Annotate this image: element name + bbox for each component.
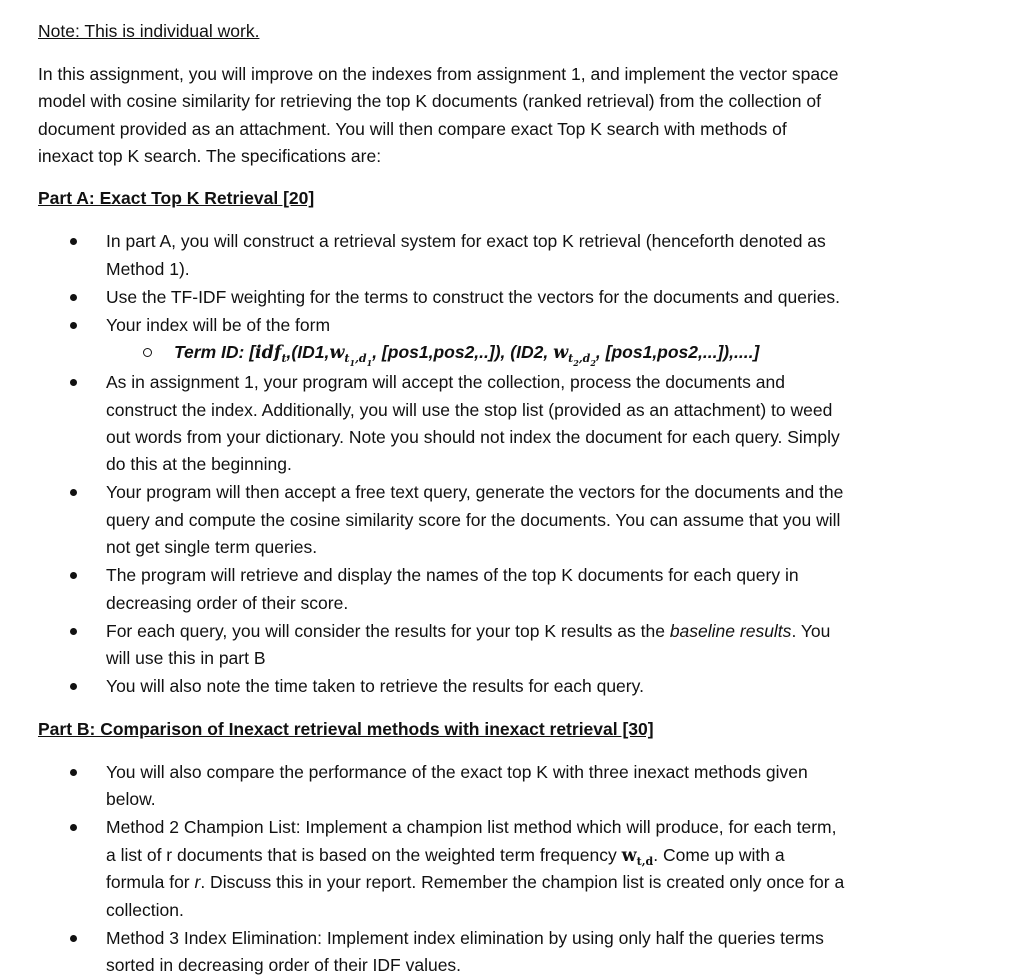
part-b-bullet-2-cont: formula for r. Discuss this in your report. Remember the champion list is created only once for a	[106, 872, 845, 892]
intro-line: inexact top K search. The specifications are:	[38, 146, 382, 166]
part-a-heading: Part A: Exact Top K Retrieval [20]	[38, 188, 315, 208]
intro-line: In this assignment, you will improve on the indexes from assignment 1, and implement the vector space	[38, 64, 839, 84]
circle-bullet-icon	[143, 348, 152, 357]
part-a-bullet-1-cont: Method 1).	[106, 259, 190, 279]
part-a-bullet-8: You will also note the time taken to retrieve the results for each query.	[106, 676, 644, 696]
bullet-icon	[70, 628, 77, 635]
intro-line: model with cosine similarity for retrieving the top K documents (ranked retrieval) from the collection of	[38, 91, 821, 111]
part-b-bullet-1: You will also compare the performance of the exact top K with three inexact methods given	[106, 762, 808, 782]
part-a-bullet-4: As in assignment 1, your program will accept the collection, process the documents and	[106, 372, 785, 392]
bullet-icon	[70, 935, 77, 942]
part-a-bullet-3: Your index will be of the form	[106, 315, 331, 335]
part-b-heading: Part B: Comparison of Inexact retrieval methods with inexact retrieval [30]	[38, 719, 654, 739]
index-formula: Term ID: [$idf_t,(ID1,w_{t_1,d_1}$, [pos1,pos2,..]), (ID2, $w_{t_2,d_2}$, [pos1,pos2,...]),....]	[174, 342, 760, 368]
part-b-bullet-1-cont: below.	[106, 789, 156, 809]
bullet-icon	[70, 322, 77, 329]
bullet-icon	[70, 769, 77, 776]
part-a-bullet-1: In part A, you will construct a retrieval system for exact top K retrieval (henceforth denoted as	[106, 231, 826, 251]
part-a-bullet-5-cont: query and compute the cosine similarity score for the documents. You can assume that you will	[106, 510, 841, 530]
part-b-bullet-2: Method 2 Champion List: Implement a champion list method which will produce, for each term,	[106, 817, 837, 837]
part-a-bullet-6-cont: decreasing order of their score.	[106, 593, 349, 613]
part-b-bullet-3-cont: sorted in decreasing order of their IDF values.	[106, 955, 462, 975]
part-a-bullet-4-cont: construct the index. Additionally, you will use the stop list (provided as an attachment) to weed	[106, 400, 833, 420]
part-a-bullet-7-cont: will use this in part B	[106, 648, 266, 668]
bullet-icon	[70, 824, 77, 831]
bullet-icon	[70, 683, 77, 690]
part-a-bullet-4-cont: out words from your dictionary. Note you should not index the document for each query. Simply	[106, 427, 840, 447]
note-line: Note: This is individual work.	[38, 21, 260, 41]
part-a-bullet-5: Your program will then accept a free text query, generate the vectors for the documents and the	[106, 482, 844, 502]
bullet-icon	[70, 379, 77, 386]
part-a-bullet-2: Use the TF-IDF weighting for the terms to construct the vectors for the documents and queries.	[106, 287, 841, 307]
part-b-bullet-2-cont: a list of r documents that is based on the weighted term frequency $w_{t,d}$. Come up with a	[106, 845, 785, 868]
part-a-bullet-6: The program will retrieve and display the names of the top K documents for each query in	[106, 565, 799, 585]
bullet-icon	[70, 572, 77, 579]
part-b-bullet-2-cont: collection.	[106, 900, 184, 920]
part-a-bullet-5-cont: not get single term queries.	[106, 537, 318, 557]
bullet-icon	[70, 489, 77, 496]
bullet-icon	[70, 238, 77, 245]
intro-line: document provided as an attachment. You will then compare exact Top K search with methods of	[38, 119, 787, 139]
part-a-bullet-7: For each query, you will consider the results for your top K results as the baseline results. You	[106, 621, 831, 641]
part-b-bullet-3: Method 3 Index Elimination: Implement index elimination by using only half the queries terms	[106, 928, 824, 948]
bullet-icon	[70, 294, 77, 301]
part-a-bullet-4-cont: do this at the beginning.	[106, 454, 292, 474]
